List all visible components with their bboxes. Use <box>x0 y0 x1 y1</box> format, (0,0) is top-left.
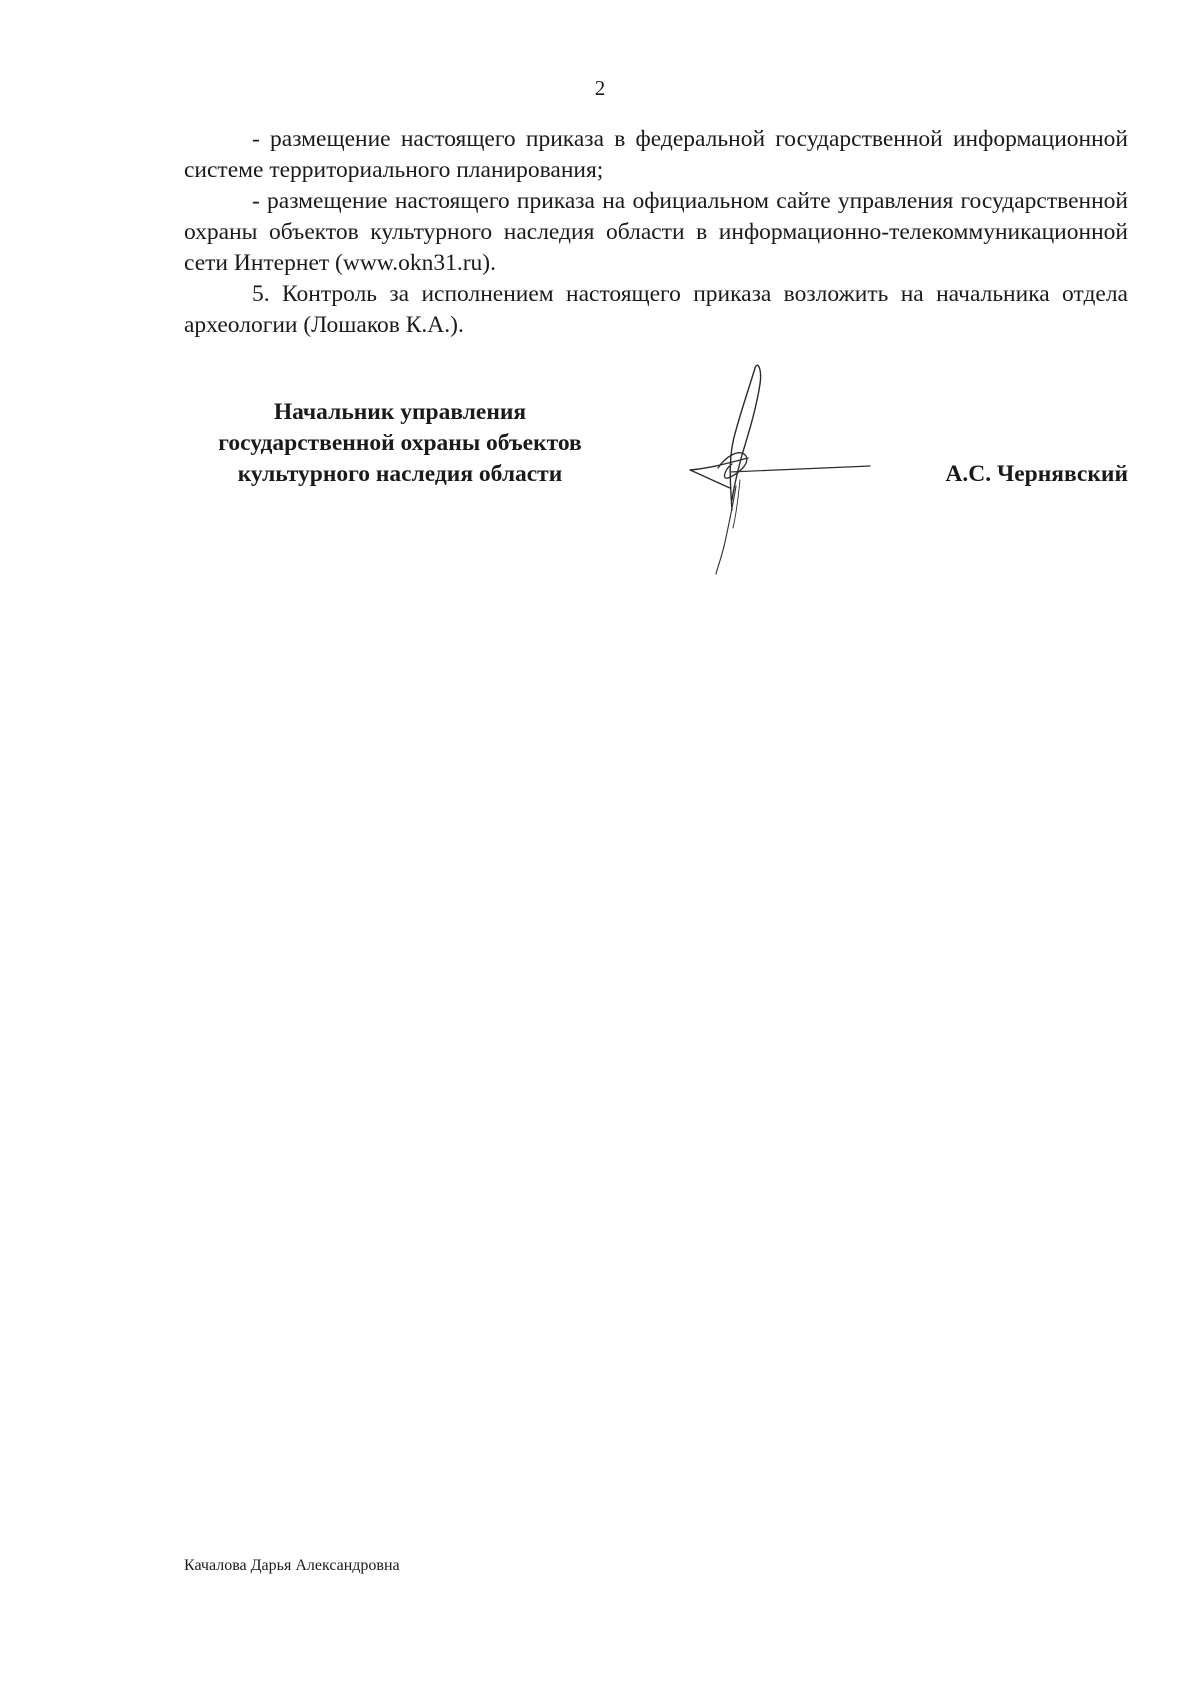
signatory-title-line: Начальник управления <box>273 399 527 425</box>
document-body <box>184 124 1128 341</box>
signatory-title-line: культурного наследия области <box>237 461 563 487</box>
signatory-name: А.С. Чернявский <box>945 461 1128 487</box>
paragraph-control-clause: 5. Контроль за исполнением настоящего приказа возложить на начальника отдела археологии (Лошаков К.А.). <box>184 281 1128 338</box>
page-number: 2 <box>594 76 606 100</box>
executor-name: Качалова Дарья Александровна <box>184 1557 400 1574</box>
paragraph-gis-publication: - размещение настоящего приказа в федеральной государственной информационной системе территориального планирования; <box>184 126 1128 183</box>
paragraph-website-publication: - размещение настоящего приказа на официальном сайте управления государственной охраны объектов культурного наследия области в информационно-телекоммуникационной сети Интернет (www.okn31.ru). <box>184 188 1128 276</box>
signatory-title <box>160 397 640 490</box>
handwritten-signature <box>670 360 880 580</box>
signatory-title-line: государственной охраны объектов <box>218 430 582 456</box>
